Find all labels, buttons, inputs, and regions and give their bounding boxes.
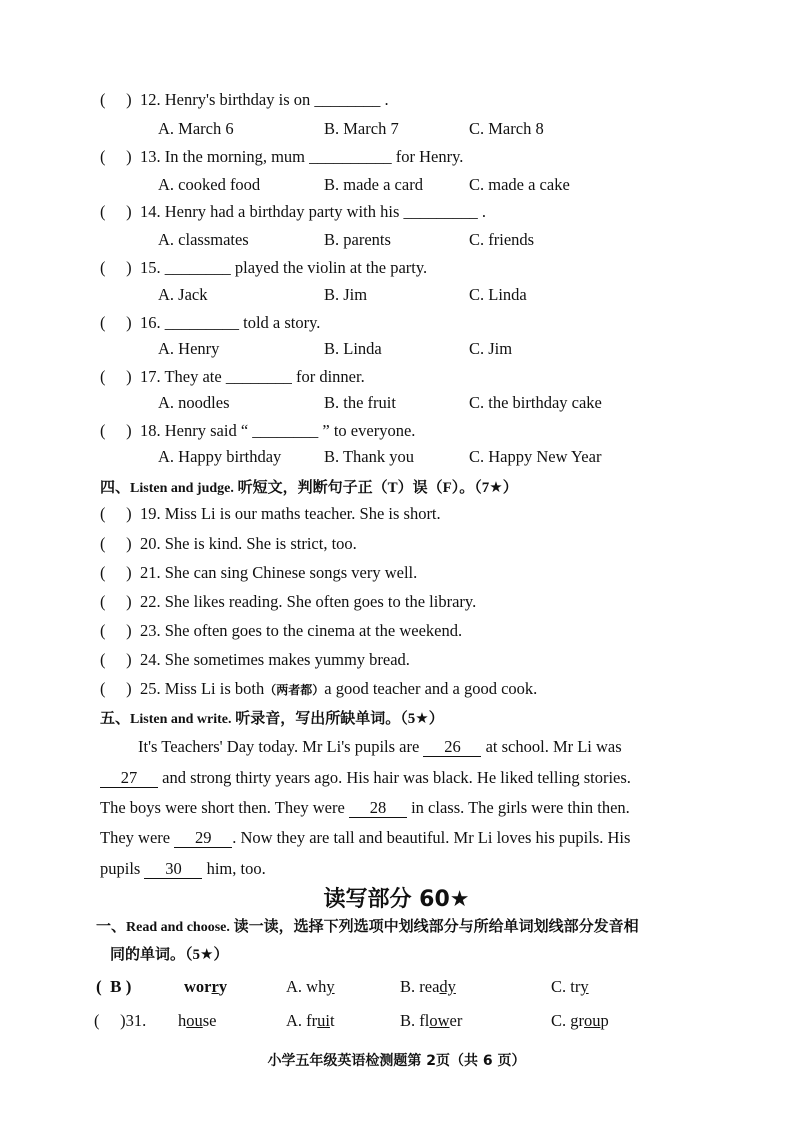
underlined-part: ou xyxy=(186,1011,203,1030)
word-part: er xyxy=(449,1011,463,1030)
question-17: ( ) 17. They ate ________ for dinner. xyxy=(100,367,365,386)
judge-text: She sometimes makes yummy bread. xyxy=(164,650,410,669)
section4-heading-en: Listen and judge. xyxy=(130,481,234,496)
word-part: y xyxy=(218,977,228,996)
word-part: B. rea xyxy=(400,977,440,996)
example-option-c xyxy=(551,976,589,998)
blank-28[interactable]: 28 xyxy=(349,799,407,818)
option-c[interactable]: C. March 8 xyxy=(469,119,544,138)
word-part: C. tr xyxy=(551,977,581,996)
option-b[interactable]: B. made a card xyxy=(324,175,423,194)
q31-option-c xyxy=(551,1010,609,1032)
answer-blank[interactable]: ________ xyxy=(314,90,381,109)
judge-text: She often goes to the cinema at the weekend. xyxy=(164,621,463,640)
judge-text: Miss Li is our maths teacher. She is short. xyxy=(164,504,441,523)
judge-item-19: ( ) 19. Miss Li is our maths teacher. She is short. xyxy=(100,504,441,523)
option-c[interactable]: C. Linda xyxy=(469,285,527,304)
rw1-heading-end: ） xyxy=(213,947,229,963)
question-stem: Henry's birthday is on xyxy=(164,90,311,109)
word-part: B. fl xyxy=(400,1011,430,1030)
answer-blank[interactable]: ________ xyxy=(164,258,231,277)
option-c[interactable]: C. friends xyxy=(469,230,535,249)
question-15: ( ) 15. ________ played the violin at the party. xyxy=(100,258,428,277)
rw1-heading-cn: 读一读，选择下列选项中划线部分与所给单词划线部分发音相 xyxy=(233,919,639,935)
question-number: 20 xyxy=(140,534,157,553)
rw1-heading-cn2: 同的单词。（5 xyxy=(110,947,201,963)
section5-heading-cn: 听录音，写出所缺单词。（5 xyxy=(235,711,416,727)
star-icon: ★ xyxy=(200,945,214,963)
word-part: wor xyxy=(184,977,212,996)
question-number: 17 xyxy=(140,367,157,386)
passage-text: pupils xyxy=(100,859,141,878)
question-number: 23 xyxy=(140,621,157,640)
question-number: 15 xyxy=(140,258,157,277)
question-16: ( ) 16. _________ told a story. xyxy=(100,313,321,332)
judge-item-22: ( ) 22. She likes reading. She often goes to the library. xyxy=(100,592,477,611)
answer-blank[interactable]: _________ xyxy=(403,202,478,221)
example-option-a xyxy=(286,976,335,998)
rw1-number: 一、 xyxy=(96,919,127,935)
underlined-part: y xyxy=(580,977,589,996)
option-c[interactable]: C. Happy New Year xyxy=(469,447,602,466)
answer-paren[interactable]: ( ) xyxy=(100,679,132,698)
option-a[interactable]: A. cooked food xyxy=(158,175,261,194)
answer-blank[interactable]: ________ xyxy=(252,421,319,440)
option-c[interactable]: C. Jim xyxy=(469,339,513,358)
rw1-heading-line2 xyxy=(110,943,228,966)
judge-text: She likes reading. She often goes to the library. xyxy=(164,592,477,611)
answer-blank[interactable]: _________ xyxy=(164,313,239,332)
question-stem: They ate xyxy=(164,367,222,386)
answer-paren[interactable]: ( ) xyxy=(100,147,132,166)
underlined-part: ui xyxy=(317,1011,330,1030)
q31-word xyxy=(178,1010,217,1032)
question-number: 18 xyxy=(140,421,157,440)
word-part: A. fr xyxy=(286,1011,318,1030)
passage-text: The boys were short then. They were xyxy=(100,798,345,817)
option-a[interactable]: A. March 6 xyxy=(158,119,234,138)
answer-blank[interactable]: ________ xyxy=(225,367,292,386)
question-number: 25 xyxy=(140,679,157,698)
option-b[interactable]: B. Linda xyxy=(324,339,382,358)
example-answer-letter: B xyxy=(110,977,122,996)
word-part: se xyxy=(202,1011,217,1030)
example-answer: ( B ) xyxy=(96,977,132,996)
star-icon: ★ xyxy=(489,478,503,496)
section5-heading-end: ） xyxy=(428,711,444,727)
page-footer: 小学五年级英语检测题第 2页（共 6 页） xyxy=(267,1053,526,1069)
answer-paren[interactable]: ( ) xyxy=(100,592,132,611)
question-stem: ” to everyone. xyxy=(322,421,416,440)
q31-option-b xyxy=(400,1010,462,1032)
part-title xyxy=(0,882,793,913)
question-13: ( ) 13. In the morning, mum __________ for Henry. xyxy=(100,147,464,166)
answer-paren[interactable]: ( ) xyxy=(100,421,132,440)
answer-paren[interactable]: ( ) xyxy=(100,367,132,386)
passage-text: . Now they are tall and beautiful. Mr Li loves his pupils. His xyxy=(232,828,631,847)
blank-27[interactable]: 27 xyxy=(100,769,158,788)
example-option-b xyxy=(400,976,456,998)
answer-paren[interactable]: ( ) xyxy=(100,504,132,523)
passage-text: They were xyxy=(100,828,171,847)
cn-note: （两者都） xyxy=(264,683,325,697)
word-part: t xyxy=(330,1011,335,1030)
question-stem: . xyxy=(481,202,486,221)
question-stem: told a story. xyxy=(243,313,321,332)
question-12: ( ) 12. Henry's birthday is on ________ . xyxy=(100,90,389,109)
blank-30[interactable]: 30 xyxy=(144,860,202,879)
judge-text: a good teacher and a good cook. xyxy=(324,679,538,698)
passage-line-1 xyxy=(138,736,622,758)
question-stem: for dinner. xyxy=(295,367,365,386)
blank-26[interactable]: 26 xyxy=(423,738,481,757)
section4-heading-end: ） xyxy=(502,480,518,496)
section4-number: 四、 xyxy=(100,480,131,496)
option-b[interactable]: B. the fruit xyxy=(324,393,396,412)
judge-text: Miss Li is both xyxy=(164,679,265,698)
answer-paren[interactable]: ( ) xyxy=(100,534,132,553)
word-part: A. wh xyxy=(286,977,327,996)
question-number: 14 xyxy=(140,202,157,221)
judge-item-24: ( ) 24. She sometimes makes yummy bread. xyxy=(100,650,410,669)
underlined-part: ou xyxy=(584,1011,601,1030)
passage-text: him, too. xyxy=(206,859,266,878)
passage-line-4 xyxy=(100,827,630,849)
word-part: C. gr xyxy=(551,1011,584,1030)
star-icon: ★ xyxy=(449,887,470,912)
q31-option-a xyxy=(286,1010,335,1032)
section5-number: 五、 xyxy=(100,711,131,727)
section4-heading xyxy=(100,476,518,500)
question-stem: In the morning, mum xyxy=(164,147,305,166)
word-part: h xyxy=(178,1011,187,1030)
judge-item-20: ( ) 20. She is kind. She is strict, too. xyxy=(100,534,357,553)
question-number: 16 xyxy=(140,313,157,332)
answer-paren[interactable]: ( ) xyxy=(100,650,132,669)
question-stem: . xyxy=(384,90,389,109)
answer-paren[interactable]: ( ) xyxy=(100,621,132,640)
part-title-text: 读写部分 60 xyxy=(323,887,450,912)
answer-paren[interactable]: ( ) xyxy=(100,563,132,582)
question-stem: for Henry. xyxy=(395,147,464,166)
option-a[interactable]: A. classmates xyxy=(158,230,249,249)
word-part: p xyxy=(600,1011,609,1030)
passage-line-5 xyxy=(100,858,266,880)
option-a[interactable]: A. noodles xyxy=(158,393,230,412)
passage-line-2 xyxy=(100,767,631,789)
question-stem: Henry said “ xyxy=(164,421,249,440)
passage-text: in class. The girls were thin then. xyxy=(411,798,630,817)
answer-blank[interactable]: __________ xyxy=(309,147,392,166)
answer-paren[interactable]: ( ) xyxy=(94,1011,126,1030)
section5-heading-en: Listen and write. xyxy=(130,712,232,727)
rw1-heading-en: Read and choose. xyxy=(126,920,230,935)
question-number: 22 xyxy=(140,592,157,611)
option-a[interactable]: A. Jack xyxy=(158,285,208,304)
section4-heading-cn: 听短文，判断句子正（T）误（F）。（7 xyxy=(237,480,490,496)
question-stem: Henry had a birthday party with his xyxy=(164,202,400,221)
option-b[interactable]: B. Jim xyxy=(324,285,368,304)
example-word xyxy=(184,976,227,998)
answer-paren[interactable]: ( ) xyxy=(100,90,132,109)
rw1-heading xyxy=(96,916,639,939)
question-number: 24 xyxy=(140,650,157,669)
answer-paren[interactable]: ( ) xyxy=(100,258,132,277)
option-c[interactable]: C. the birthday cake xyxy=(469,393,602,412)
question-number: 12 xyxy=(140,90,157,109)
star-icon: ★ xyxy=(415,709,429,727)
question-number: 19 xyxy=(140,504,157,523)
judge-item-21: ( ) 21. She can sing Chinese songs very well. xyxy=(100,563,418,582)
blank-29[interactable]: 29 xyxy=(174,829,232,848)
question-14: ( ) 14. Henry had a birthday party with his _________ . xyxy=(100,202,486,221)
judge-text: She can sing Chinese songs very well. xyxy=(164,563,418,582)
underlined-part: dy xyxy=(439,977,456,996)
question-18: ( ) 18. Henry said “ ________ ” to everyone. xyxy=(100,421,416,440)
q31-row xyxy=(94,1010,146,1032)
judge-item-23: ( ) 23. She often goes to the cinema at the weekend. xyxy=(100,621,463,640)
question-number: 31. xyxy=(125,1011,147,1030)
answer-paren[interactable]: ( ) xyxy=(100,202,132,221)
passage-text: at school. Mr Li was xyxy=(485,737,622,756)
answer-paren[interactable]: ( ) xyxy=(100,313,132,332)
passage-line-3 xyxy=(100,797,630,819)
passage-text: It's Teachers' Day today. Mr Li's pupils are xyxy=(138,737,420,756)
option-b[interactable]: B. parents xyxy=(324,230,391,249)
option-b[interactable]: B. Thank you xyxy=(324,447,414,466)
question-stem: played the violin at the party. xyxy=(234,258,428,277)
section5-heading xyxy=(100,707,444,731)
underlined-part: ow xyxy=(429,1011,450,1030)
underlined-part: y xyxy=(326,977,335,996)
passage-text: and strong thirty years ago. His hair was black. He liked telling stories. xyxy=(162,768,631,787)
option-c[interactable]: C. made a cake xyxy=(469,175,570,194)
option-a[interactable]: A. Happy birthday xyxy=(158,447,282,466)
question-number: 13 xyxy=(140,147,157,166)
judge-text: She is kind. She is strict, too. xyxy=(164,534,357,553)
question-number: 21 xyxy=(140,563,157,582)
judge-item-25: ( ) 25. Miss Li is both（两者都）a good teacher and a good cook. xyxy=(100,679,538,698)
underlined-part: r xyxy=(211,977,219,996)
option-b[interactable]: B. March 7 xyxy=(324,119,399,138)
option-a[interactable]: A. Henry xyxy=(158,339,220,358)
